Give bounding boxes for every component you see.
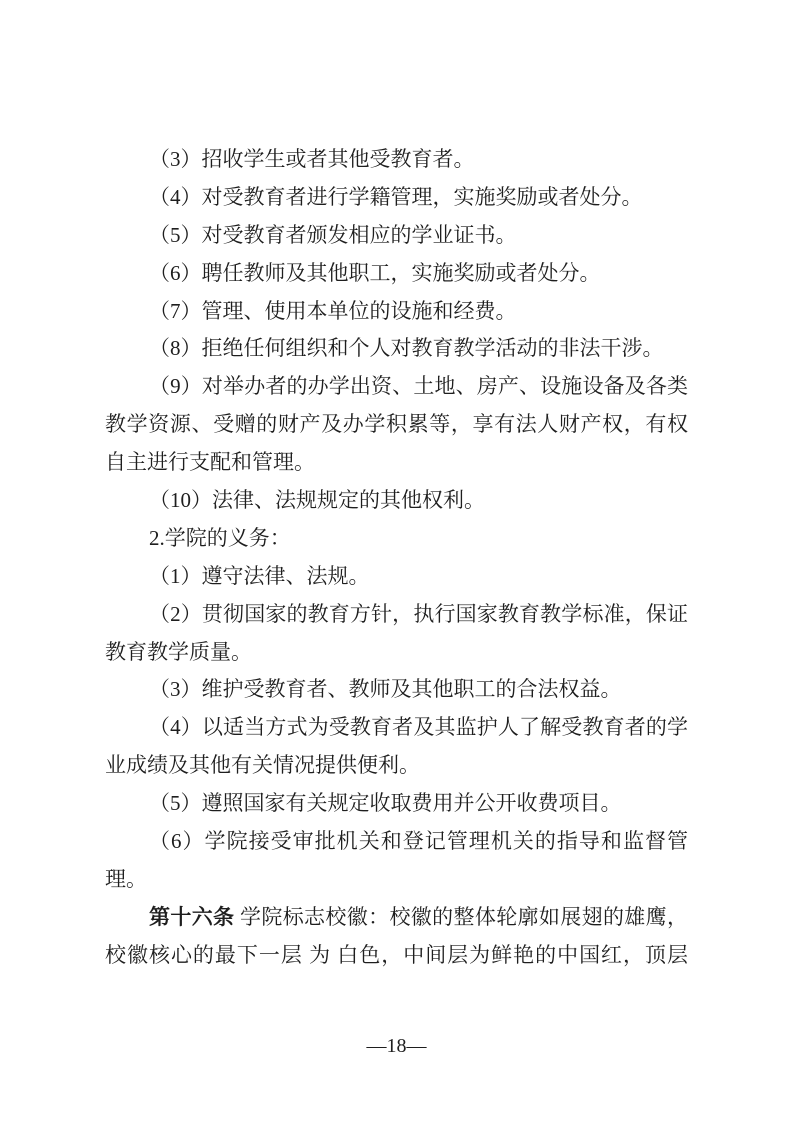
page-number: —18— [366,1035,427,1057]
text-line: （3）招收学生或者其他受教育者。 [149,147,475,171]
text-line: （4）以适当方式为受教育者及其监护人了解受教育者的学 [149,715,688,740]
text-line: （3）维护受教育者、教师及其他职工的合法权益。 [149,677,622,702]
text-line: 自主进行支配和管理。 [105,450,315,475]
text-line: （5）遵照国家有关规定收取费用并公开收费项目。 [149,791,622,816]
text-line: （10）法律、法规规定的其他权利。 [149,488,485,513]
text-line: 教学资源、受赠的财产及办学积累等，享有法人财产权，有权 [105,412,688,437]
text-line: （1）遵守法律、法规。 [149,563,370,588]
text-line: （6）学院接受审批机关和登记管理机关的指导和监督管 [149,829,688,854]
text-line: 2.学院的义务： [149,525,291,550]
text-line: （6）聘任教师及其他职工，实施奖励或者处分。 [149,260,601,285]
text-line: 理。 [105,866,147,891]
text-line: （4）对受教育者进行学籍管理，实施奖励或者处分。 [149,184,643,209]
text-line: （7）管理、使用本单位的设施和经费。 [149,298,517,323]
text-line: 业成绩及其他有关情况提供便利。 [105,753,420,778]
text-line: （8）拒绝任何组织和个人对教育教学活动的非法干涉。 [149,336,664,361]
text-line: （2）贯彻国家的教育方针，执行国家教育教学标准，保证 [149,601,688,626]
text-line: 校徽核心的最下一层 为 白色，中间层为鲜艳的中国红，顶层 [105,942,688,967]
text-line: 教育教学质量。 [105,639,252,664]
text-line: （5）对受教育者颁发相应的学业证书。 [149,222,517,247]
text-line: 第十六条 学院标志校徽：校徽的整体轮廓如展翅的雄鹰， [149,904,688,929]
article-heading: 第十六条 [149,904,235,929]
text-line: （9）对举办者的办学出资、土地、房产、设施设备及各类 [149,374,688,399]
text-block [105,141,688,975]
